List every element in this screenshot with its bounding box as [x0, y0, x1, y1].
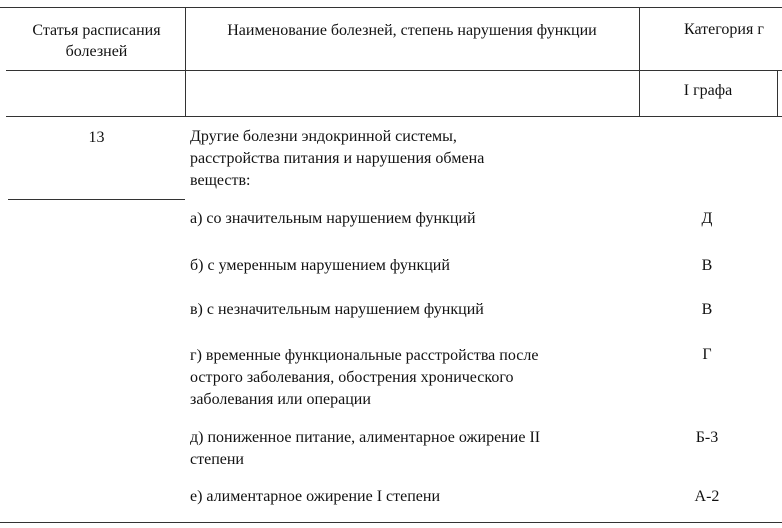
- article-title-line: расстройства питания и нарушения обмена: [190, 150, 485, 167]
- header-divider: [6, 70, 782, 71]
- row-e-line: д) пониженное питание, алиментарное ожирение II: [190, 429, 541, 446]
- col-separator-3: [777, 70, 778, 117]
- article-title-line: веществ:: [190, 172, 251, 189]
- header-bottom-border: [6, 116, 782, 117]
- article-divider: [8, 199, 185, 200]
- row-a-text: а) со значительным нарушением функций: [190, 210, 476, 227]
- header-graph-1: I графа: [683, 82, 733, 99]
- header-disease-column: Наименование болезней, степень нарушения функции: [227, 22, 597, 39]
- row-c-text: в) с незначительным нарушением функций: [190, 301, 484, 318]
- row-d-line: заболевания или операции: [190, 391, 371, 408]
- header-article-column: Статья расписания болезней: [32, 22, 161, 60]
- article-title: [190, 126, 484, 192]
- table-top-border: [0, 7, 782, 8]
- article-title-line: Другие болезни эндокринной системы,: [190, 128, 457, 145]
- col-separator-1: [185, 7, 186, 117]
- row-d-text: [190, 345, 538, 411]
- row-d-category: Г: [702, 346, 712, 363]
- row-b-category: В: [701, 257, 713, 274]
- table-bottom-border: [0, 522, 782, 523]
- row-e-line: степени: [190, 451, 244, 468]
- row-b-text: б) с умеренным нарушением функций: [190, 257, 450, 274]
- row-e-text: [190, 427, 540, 471]
- row-a-category: Д: [701, 210, 713, 227]
- row-e-category: Б-3: [695, 429, 719, 446]
- article-number: 13: [88, 129, 105, 146]
- header-category-column: Категория г: [684, 21, 764, 38]
- row-f-text: е) алиментарное ожирение I степени: [190, 488, 441, 505]
- row-f-category: А-2: [694, 488, 720, 505]
- row-c-category: В: [701, 301, 713, 318]
- row-d-line: острого заболевания, обострения хронического: [190, 369, 514, 386]
- row-d-line: г) временные функциональные расстройства после: [190, 347, 539, 364]
